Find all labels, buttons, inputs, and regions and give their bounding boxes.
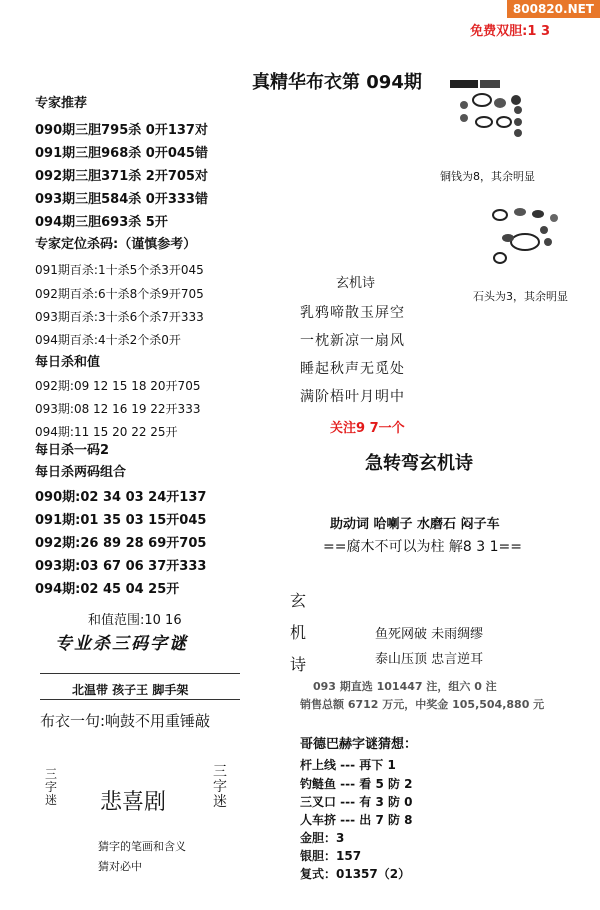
expert-line: 091期三胆968杀 0开045错 [35, 146, 208, 161]
stone-shape [493, 210, 507, 220]
goethe-line: 人车挤 --- 出 7 防 8 [300, 813, 413, 827]
guess-hint: 猜字的笔画和含义 [98, 840, 186, 853]
stone-shape [514, 208, 526, 216]
three-riddle-right: 三字迷 [213, 764, 227, 810]
xuanji-line: 泰山压顶 忠言逆耳 [375, 652, 484, 667]
two-kill-line: 090期:02 34 03 24开137 [35, 490, 207, 505]
stone-shape [540, 226, 548, 234]
poem-heading: 玄机诗 [336, 276, 376, 291]
sum-kill-line: 094期:11 15 20 22 25开 [35, 425, 178, 439]
gold-pick: 金胆：3 [300, 831, 345, 845]
goethe-line: 钓鲢鱼 --- 看 5 防 2 [300, 777, 413, 791]
pro-riddle: 专业杀三码字谜 [55, 634, 188, 654]
expert-heading: 专家推荐 [35, 96, 88, 111]
coin-shape [473, 94, 491, 106]
stone-shape [550, 214, 558, 222]
expert-line: 090期三胆795杀 0开137对 [35, 123, 208, 138]
coin-shape [494, 98, 506, 108]
coin-shape [514, 129, 522, 137]
coin-shape [514, 118, 522, 126]
stone-shape [511, 234, 539, 250]
follow-note: 关注9 7一个 [330, 421, 405, 436]
sum-kill-line: 093期:08 12 16 19 22开333 [35, 402, 201, 416]
coin-shape [511, 95, 521, 105]
coin-shape [460, 101, 468, 109]
xuanji-vertical [290, 585, 306, 681]
silver-pick: 银胆：157 [300, 849, 362, 863]
site-watermark: 800820.NET [507, 0, 600, 18]
poem-line: 一枕新凉一扇风 [300, 333, 405, 349]
sales-line: 销售总额 6712 万元，中奖金 105,504,880 元 [300, 698, 545, 711]
position-line: 093期百杀:3十杀6个杀7开333 [35, 310, 204, 324]
sum-range: 和值范围:10 16 [88, 613, 182, 628]
page-title: 真精华布衣第 094期 [252, 72, 422, 93]
riddle-phrases: 北温带 孩子王 脚手架 [72, 683, 189, 697]
xuanji-char: 机 [290, 623, 307, 642]
divider [40, 673, 240, 674]
two-kill-line: 093期:03 67 06 37开333 [35, 559, 207, 574]
goethe-line: 三叉口 --- 有 3 防 0 [300, 795, 413, 809]
position-line: 091期百杀:1十杀5个杀3开045 [35, 263, 204, 277]
sum-kill-line: 092期:09 12 15 18 20开705 [35, 379, 201, 393]
one-kill: 每日杀一码2 [35, 443, 110, 458]
sales-line: 093 期直选 101447 注，组六 0 注 [313, 680, 497, 693]
coin-shape [497, 117, 511, 127]
position-line: 094期百杀:4十杀2个杀0开 [35, 333, 181, 347]
guess-right: 猜对必中 [98, 860, 142, 873]
coin-shape [450, 80, 478, 88]
expert-line: 094期三胆693杀 5开 [35, 215, 168, 230]
coin-shape [460, 114, 468, 122]
stone-shape [494, 253, 506, 263]
stones-note: 石头为3，其余明显 [473, 290, 568, 303]
rotten-wood: ==腐木不可以为柱 解8 3 1== [323, 539, 522, 555]
xuanji-line: 鱼死网破 未雨绸缪 [375, 627, 484, 642]
compound-pick: 复式：01357（2） [300, 867, 411, 881]
poem-line: 满阶梧叶月明中 [300, 389, 405, 405]
tragedy-riddle: 悲喜剧 [100, 790, 167, 815]
position-heading: 专家定位杀码:（谨慎参考） [35, 237, 197, 252]
expert-line: 092期三胆371杀 2开705对 [35, 169, 208, 184]
goethe-heading: 哥德巴赫字谜猜想： [300, 737, 418, 752]
three-riddle-left: 三字迷 [44, 767, 57, 807]
divider [40, 699, 240, 700]
stone-shape [502, 234, 514, 242]
sharp-turn-title: 急转弯玄机诗 [365, 453, 473, 474]
free-pick: 免费双胆:1 3 [470, 24, 550, 39]
xuanji-char: 玄 [290, 591, 307, 610]
stone-shape [544, 238, 552, 246]
coins-note: 铜钱为8，其余明显 [440, 170, 535, 183]
coin-shape [476, 117, 492, 127]
aux-words: 助动词 哈喇子 水磨石 闷子车 [330, 517, 500, 532]
xuanji-char: 诗 [290, 655, 307, 674]
two-kill-heading: 每日杀两码组合 [35, 465, 127, 480]
stone-shape [532, 210, 544, 218]
coin-shape [480, 80, 500, 88]
stones-picture [480, 200, 580, 280]
expert-line: 093期三胆584杀 0开333错 [35, 192, 208, 207]
buyi-line: 布衣一句:响鼓不用重锤敲 [40, 712, 211, 730]
coin-shape [514, 106, 522, 114]
two-kill-line: 092期:26 89 28 69开705 [35, 536, 207, 551]
sum-kill-heading: 每日杀和值 [35, 355, 101, 370]
poem-line: 睡起秋声无觅处 [300, 361, 405, 377]
position-line: 092期百杀:6十杀8个杀9开705 [35, 287, 204, 301]
two-kill-line: 091期:01 35 03 15开045 [35, 513, 207, 528]
two-kill-line: 094期:02 45 04 25开 [35, 582, 180, 597]
goethe-line: 杆上线 --- 再下 1 [300, 758, 396, 772]
coins-picture [440, 70, 560, 170]
poem-line: 乳鸦啼散玉屏空 [300, 305, 405, 321]
